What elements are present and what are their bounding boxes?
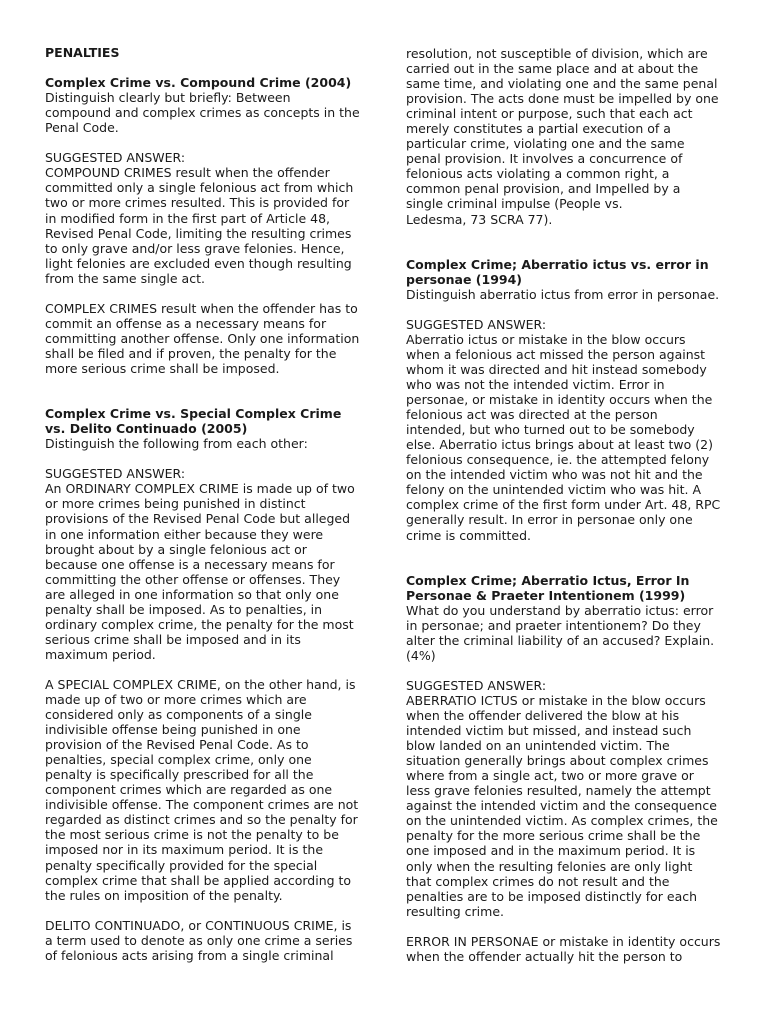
question-block	[406, 257, 746, 302]
answer-text-line: when a felonious act missed the person against	[406, 346, 706, 362]
answer-text-line: complex crime of the first form under Art. 48, RPC	[406, 497, 721, 513]
answer-text-line: maximum period.	[45, 646, 156, 662]
question-heading-line: personae (1994)	[406, 271, 522, 287]
answer-text-line: blow landed on an unintended victim. The	[406, 738, 670, 754]
answer-text-line: two or more crimes resulted. This is provided for	[45, 195, 350, 211]
answer-text-line: one imposed and in the maximum period. It is	[406, 843, 696, 859]
question-text-line: compound and complex crimes as concepts in the	[45, 105, 360, 121]
paragraph-block	[45, 677, 385, 903]
suggested-answer-label: SUGGESTED ANSWER:	[45, 466, 186, 482]
answer-text-line: Revised Penal Code, limiting the resulting crimes	[45, 225, 352, 241]
answer-text-line: only when the resulting felonies are only light	[406, 858, 693, 874]
paragraph-block	[406, 934, 746, 964]
paragraph-line: component crimes which are regarded as one	[45, 782, 333, 798]
question-text-line: Distinguish clearly but briefly: Between	[45, 90, 291, 106]
question-text-line: (4%)	[406, 647, 436, 663]
paragraph-line: DELITO CONTINUADO, or CONTINUOUS CRIME, is	[45, 917, 352, 933]
paragraph-line: shall be filed and if proven, the penalty for the	[45, 345, 337, 361]
paragraph-line: made up of two or more crimes which are	[45, 692, 307, 708]
answer-text-line: penalty shall be imposed. As to penalties, in	[45, 601, 323, 617]
answer-text-line: committed only a single felonious act from which	[45, 180, 354, 196]
paragraph-line: committing another offense. Only one information	[45, 330, 360, 346]
paragraph-line: same time, and violating one and the same penal	[406, 76, 718, 92]
paragraph-line: A SPECIAL COMPLEX CRIME, on the other hand, is	[45, 676, 356, 692]
paragraph-line: of felonious acts arising from a single criminal	[45, 947, 334, 963]
answer-text-line: committing the other offense or offenses. They	[45, 571, 341, 587]
paragraph-line: imposed nor in its maximum period. It is the	[45, 842, 324, 858]
answer-text-line: serious crime shall be imposed and in its	[45, 631, 301, 647]
answer-text-line: less grave felonies resulted, namely the attempt	[406, 783, 711, 799]
answer-text-line: on the unintended victim. As complex crimes, the	[406, 813, 718, 829]
suggested-answer-block	[406, 317, 746, 543]
answer-text-line: felonious consequence, ie. the attempted felony	[406, 452, 710, 468]
question-block	[45, 75, 385, 135]
answer-text-line: because one offense is a necessary means for	[45, 556, 335, 572]
answer-text-line: where from a single act, two or more grave or	[406, 768, 694, 784]
paragraph-line: more serious crime shall be imposed.	[45, 360, 280, 376]
answer-text-line: from the same single act.	[45, 270, 205, 286]
question-heading-line: Complex Crime; Aberratio ictus vs. error in	[406, 256, 709, 272]
answer-text-line: in one information either because they were	[45, 526, 324, 542]
answer-text-line: brought about by a single felonious act or	[45, 541, 307, 557]
answer-text-line: or more crimes being punished in distinct	[45, 496, 306, 512]
suggested-answer-label: SUGGESTED ANSWER:	[45, 150, 186, 166]
suggested-answer-label: SUGGESTED ANSWER:	[406, 316, 547, 332]
suggested-answer-block	[45, 466, 385, 662]
paragraph-line: single criminal impulse (People vs.	[406, 196, 623, 212]
paragraph-line: a term used to denote as only one crime a series	[45, 932, 353, 948]
suggested-answer-block	[406, 678, 746, 919]
question-block	[406, 573, 746, 663]
question-heading-line: Complex Crime vs. Compound Crime (2004)	[45, 75, 352, 91]
paragraph-block	[45, 301, 385, 376]
paragraph-line: considered only as components of a single	[45, 707, 312, 723]
answer-text-line: when the offender delivered the blow at his	[406, 708, 680, 724]
paragraph-line: penalty is specifically prescribed for all the	[45, 767, 314, 783]
paragraph-line: complex crime that shall be applied according to	[45, 872, 352, 888]
answer-text-line: ordinary complex crime, the penalty for the most	[45, 616, 354, 632]
answer-text-line: that complex crimes do not result and the	[406, 873, 670, 889]
answer-text-line: penalty for the more serious crime shall be the	[406, 828, 701, 844]
question-text-line: What do you understand by aberratio ictus: error	[406, 602, 714, 618]
answer-text-line: to only grave and/or less grave felonies. Hence,	[45, 240, 345, 256]
answer-text-line: felonious act was directed at the person	[406, 407, 658, 423]
answer-text-line: in modified form in the first part of Article 48,	[45, 210, 331, 226]
answer-text-line: COMPOUND CRIMES result when the offender	[45, 165, 330, 181]
answer-text-line: felony on the unintended victim who was hit. A	[406, 482, 702, 498]
paragraph-line: carried out in the same place and at about the	[406, 61, 699, 77]
paragraph-line: common penal provision, and Impelled by a	[406, 181, 681, 197]
answer-text-line: situation generally brings about complex crimes	[406, 753, 709, 769]
paragraph-line: particular crime, violating one and the same	[406, 136, 685, 152]
question-heading-line: Complex Crime vs. Special Complex Crime	[45, 406, 342, 422]
paragraph-line: resolution, not susceptible of division, which are	[406, 46, 708, 61]
answer-text-line: provisions of the Revised Penal Code but alleged	[45, 511, 351, 527]
paragraph-line: regarded as distinct crimes and so the penalty for	[45, 812, 358, 828]
answer-text-line: intended victim but missed, and instead such	[406, 723, 692, 739]
page-title: PENALTIES	[45, 45, 120, 60]
answer-text-line: ABERRATIO ICTUS or mistake in the blow occurs	[406, 693, 706, 709]
answer-text-line: crime is committed.	[406, 527, 532, 543]
suggested-answer-label: SUGGESTED ANSWER:	[406, 677, 547, 693]
question-text-line: Distinguish the following from each other:	[45, 436, 308, 452]
answer-text-line: An ORDINARY COMPLEX CRIME is made up of two	[45, 481, 355, 497]
paragraph-line: penalty specifically provided for the special	[45, 857, 318, 873]
answer-text-line: penalties are to be imposed distinctly for each	[406, 888, 698, 904]
answer-text-line: else. Aberratio ictus brings about at least two (2)	[406, 437, 713, 453]
paragraph-line: felonious acts violating a common right, a	[406, 166, 670, 182]
answer-text-line: Aberratio ictus or mistake in the blow occurs	[406, 331, 686, 347]
answer-text-line: on the intended victim who was not hit and the	[406, 467, 703, 483]
paragraph-line: provision. The acts done must be impelled by one	[406, 91, 719, 107]
answer-text-line: whom it was directed and hit instead somebody	[406, 361, 707, 377]
question-text-line: Distinguish aberratio ictus from error in personae.	[406, 286, 720, 302]
answer-text-line: resulting crime.	[406, 903, 504, 919]
question-text-line: Penal Code.	[45, 120, 119, 136]
paragraph-line: Ledesma, 73 SCRA 77).	[406, 211, 553, 227]
paragraph-line: penalties, special complex crime, only one	[45, 752, 312, 768]
suggested-answer-block	[45, 150, 385, 285]
paragraph-line: provision of the Revised Penal Code. As to	[45, 737, 309, 753]
question-block	[45, 406, 385, 451]
paragraph-line: the most serious crime is not the penalty to be	[45, 827, 339, 843]
paragraph-line: criminal intent or purpose, such that each act	[406, 106, 693, 122]
paragraph-line: merely constitutes a partial execution of a	[406, 121, 671, 137]
answer-text-line: light felonies are excluded even though resulting	[45, 255, 352, 271]
paragraph-line: COMPLEX CRIMES result when the offender has to	[45, 300, 358, 316]
answer-text-line: intended, but who turned out to be somebody	[406, 422, 695, 438]
answer-text-line: against the intended victim and the consequence	[406, 798, 717, 814]
right-column	[406, 46, 746, 964]
answer-text-line: who was not the intended victim. Error in	[406, 377, 665, 393]
paragraph-line: the rules on imposition of the penalty.	[45, 887, 283, 903]
paragraph-line: commit an offense as a necessary means for	[45, 315, 327, 331]
paragraph-line: when the offender actually hit the person to	[406, 948, 683, 964]
question-text-line: alter the criminal liability of an accused? Explain.	[406, 632, 715, 648]
question-text-line: in personae; and praeter intentionem? Do they	[406, 617, 701, 633]
answer-text-line: personae, or mistake in identity occurs when the	[406, 392, 713, 408]
answer-text-line: are alleged in one information so that only one	[45, 586, 339, 602]
paragraph-line: indivisible offense. The component crimes are not	[45, 797, 359, 813]
paragraph-line: penal provision. It involves a concurrence of	[406, 151, 683, 167]
question-heading-line: vs. Delito Continuado (2005)	[45, 421, 248, 437]
answer-text-line: generally result. In error in personae only one	[406, 512, 693, 528]
question-heading-line: Personae & Praeter Intentionem (1999)	[406, 587, 686, 603]
paragraph-block	[406, 46, 746, 227]
paragraph-line: ERROR IN PERSONAE or mistake in identity occurs	[406, 933, 721, 949]
left-column	[45, 45, 385, 963]
question-heading-line: Complex Crime; Aberratio Ictus, Error In	[406, 572, 690, 588]
paragraph-line: indivisible offense being punished in one	[45, 722, 301, 738]
paragraph-block	[45, 918, 385, 963]
